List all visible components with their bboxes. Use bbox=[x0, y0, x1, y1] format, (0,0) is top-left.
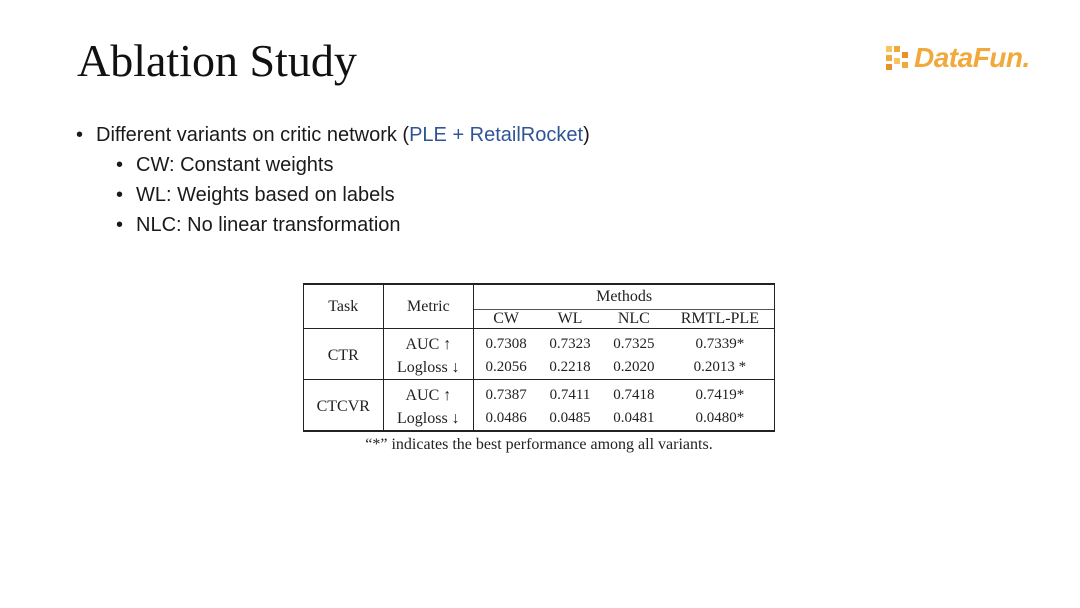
logo-text: DataFun. bbox=[914, 42, 1030, 73]
header-task: Task bbox=[304, 284, 384, 329]
value-cell: 0.2218 bbox=[549, 359, 591, 375]
results-table-figure bbox=[303, 283, 775, 454]
sub-bullet-item: • WL: Weights based on labels bbox=[116, 180, 590, 210]
sub-bullet-item: • CW: Constant weights bbox=[116, 150, 590, 180]
table-caption: “*” indicates the best performance among all variants. bbox=[365, 436, 713, 453]
value-cell: 0.2056 bbox=[485, 359, 527, 375]
metric-cell: Logloss ↓ bbox=[383, 407, 474, 431]
metric-cell: AUC ↑ bbox=[383, 384, 474, 407]
header-col: RMTL-PLE bbox=[666, 310, 775, 329]
value-cell: 0.7308 bbox=[485, 336, 527, 352]
datafun-logo bbox=[884, 40, 1030, 76]
header-col: WL bbox=[538, 310, 602, 329]
highlight-text: PLE + RetailRocket bbox=[409, 124, 584, 146]
value-cell: 0.7411 bbox=[549, 387, 591, 403]
best-value-cell: 0.7419* bbox=[666, 384, 775, 407]
best-value-cell: 0.7339* bbox=[666, 333, 775, 356]
best-value-cell: 0.0480* bbox=[666, 407, 775, 431]
value-cell: 0.0485 bbox=[549, 410, 591, 426]
bullet-list bbox=[76, 120, 590, 240]
slide-title: Ablation Study bbox=[77, 35, 357, 86]
header-methods: Methods bbox=[474, 284, 775, 310]
value-cell: 0.0481 bbox=[613, 410, 655, 426]
value-cell: 0.7323 bbox=[549, 336, 591, 352]
task-cell: CTCVR bbox=[304, 384, 384, 431]
datafun-logo-icon bbox=[884, 42, 912, 74]
value-cell: 0.7325 bbox=[613, 336, 655, 352]
results-table bbox=[303, 283, 775, 432]
sub-bullet-list bbox=[96, 150, 590, 240]
header-col: NLC bbox=[602, 310, 666, 329]
value-cell: 0.2020 bbox=[613, 359, 655, 375]
value-cell: 0.7418 bbox=[613, 387, 655, 403]
value-cell: 0.7387 bbox=[485, 387, 527, 403]
metric-cell: AUC ↑ bbox=[383, 333, 474, 356]
sub-bullet-item: • NLC: No linear transformation bbox=[116, 210, 590, 240]
bullet-main: • Different variants on critic network (PLE + RetailRocket) • CW: Constant weights • WL: Weights based on labels • NLC: No linear transformation bbox=[76, 120, 590, 240]
best-value-cell: 0.2013 * bbox=[666, 356, 775, 380]
header-col: CW bbox=[474, 310, 538, 329]
header-metric: Metric bbox=[383, 284, 474, 329]
value-cell: 0.0486 bbox=[485, 410, 527, 426]
task-cell: CTR bbox=[304, 333, 384, 380]
metric-cell: Logloss ↓ bbox=[383, 356, 474, 380]
